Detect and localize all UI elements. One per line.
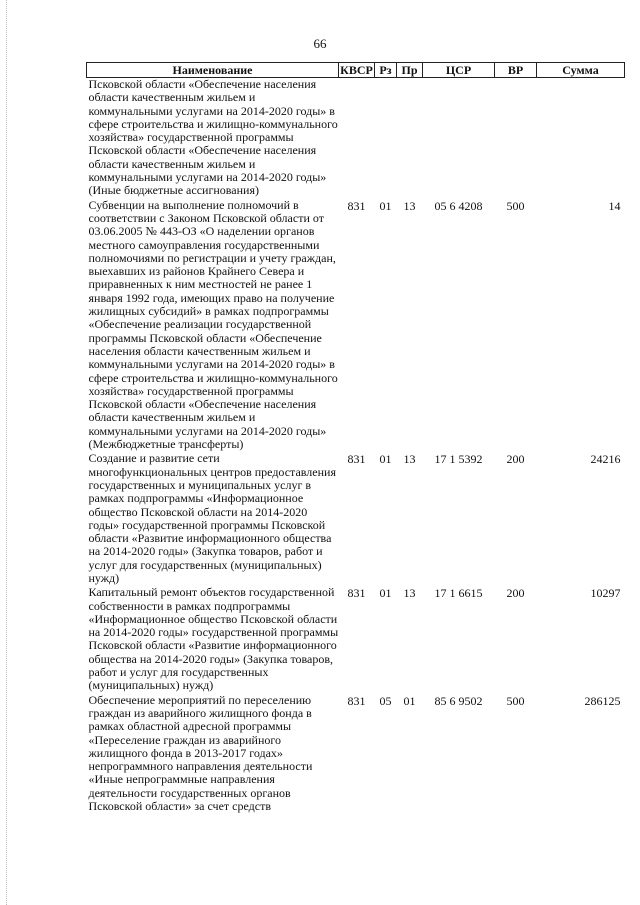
- row-rz: 01: [379, 452, 392, 467]
- row-name: Создание и развитие сети многофункциональных центров предоставления государственных и муниципальных услуг в рамках подпрограммы «Информационное общество Псковской области на 2014-2020 годы» государственной программы Псковской области «Развитие информационного общества на 2014-2020 годы» (Закупка товаров, работ и услуг для государственных (муниципальных) нужд): [88, 451, 336, 585]
- budget-table: [86, 62, 625, 814]
- row-pr: 13: [403, 198, 416, 213]
- row-csr: [423, 78, 495, 199]
- header-kvsr: КВСР: [340, 63, 373, 77]
- row-rz: 05: [379, 693, 392, 708]
- header-name: Наименование: [87, 63, 339, 78]
- row-vr: 200: [506, 586, 525, 601]
- table-row: [87, 199, 625, 453]
- row-name: Обеспечение мероприятий по переселению граждан из аварийного жилищного фонда в рамках областной адресной программы «Переселение граждан из аварийного жилищного фонда в 2013-2017 годах» непрограммного направления деятельности «Иные непрограммные направления деятельности государственных органов Псковской области» за счет средств: [88, 692, 313, 814]
- row-name: Субвенции на выполнение полномочий в соответствии с Законом Псковской области от 03.06.2005 № 443-ОЗ «О наделении органов местного самоуправления государственными полномочиями по регистрации и учету граждан, выехавших из районов Крайнего Севера и приравненных к ним местностей не ранее 1 января 1992 года, имеющих право на получение жилищных субсидий» в рамках подпрограммы «Обеспечение реализации государственной программы Псковской области «Обеспечение населения области качественным жильем и коммунальными услугами на 2014-2020 годы» в сфере строительства и жилищно-коммунального хозяйства» государственной программы Псковской области «Обеспечение населения области качественным жильем и коммунальными услугами на 2014-2020 годы» (Межбюджетные трансферты): [88, 197, 338, 452]
- row-vr: 200: [506, 452, 525, 467]
- row-kvsr: 831: [347, 452, 366, 467]
- table-row: [87, 694, 625, 815]
- page-number: 66: [313, 36, 327, 51]
- row-kvsr: 831: [347, 693, 366, 708]
- header-rz: Рз: [375, 63, 397, 78]
- header-pr: Пр: [397, 63, 423, 78]
- header-vr: ВР: [495, 63, 537, 78]
- table-row: [87, 586, 625, 693]
- row-csr: 17 1 5392: [434, 452, 483, 467]
- row-pr: [397, 78, 423, 199]
- row-pr: 13: [403, 452, 416, 467]
- budget-table-container: [86, 62, 624, 814]
- row-vr: [495, 78, 537, 199]
- row-rz: 01: [379, 586, 392, 601]
- row-name: Псковской области «Обеспечение населения области качественным жильем и коммунальными услугами на 2014-2020 годы» в сфере строительства и жилищно-коммунального хозяйства» государственной программы Псковской области «Обеспечение населения области качественным жильем и коммунальными услугами на 2014-2020 годы» (Иные бюджетные ассигнования): [88, 77, 338, 198]
- row-rz: [375, 78, 397, 199]
- row-sum: 10297: [590, 586, 621, 601]
- row-vr: 500: [506, 198, 525, 213]
- row-vr: 500: [506, 693, 525, 708]
- row-pr: 13: [403, 586, 416, 601]
- row-csr: 85 6 9502: [434, 693, 483, 708]
- row-kvsr: [339, 78, 375, 199]
- row-name: Капитальный ремонт объектов государственной собственности в рамках подпрограммы «Информационное общество Псковской области на 2014-2020 годы» государственной программы Псковской области «Развитие информационного общества на 2014-2020 годы» (Закупка товаров, работ и услуг для государственных (муниципальных) нужд): [88, 585, 339, 693]
- table-row: [87, 78, 625, 199]
- table-header-row: [87, 63, 625, 78]
- row-kvsr: 831: [347, 586, 366, 601]
- row-sum: 14: [608, 198, 621, 213]
- row-rz: 01: [379, 198, 392, 213]
- row-sum: 24216: [590, 452, 621, 467]
- header-csr: ЦСР: [423, 63, 495, 78]
- row-csr: 17 1 6615: [434, 586, 483, 601]
- row-csr: 05 6 4208: [434, 198, 483, 213]
- table-row: [87, 452, 625, 586]
- row-sum: 286125: [584, 693, 621, 708]
- header-sum: Сумма: [537, 63, 625, 78]
- row-pr: 01: [403, 693, 416, 708]
- row-sum: [537, 78, 625, 199]
- row-kvsr: 831: [347, 198, 366, 213]
- scan-edge-marks: [6, 0, 9, 905]
